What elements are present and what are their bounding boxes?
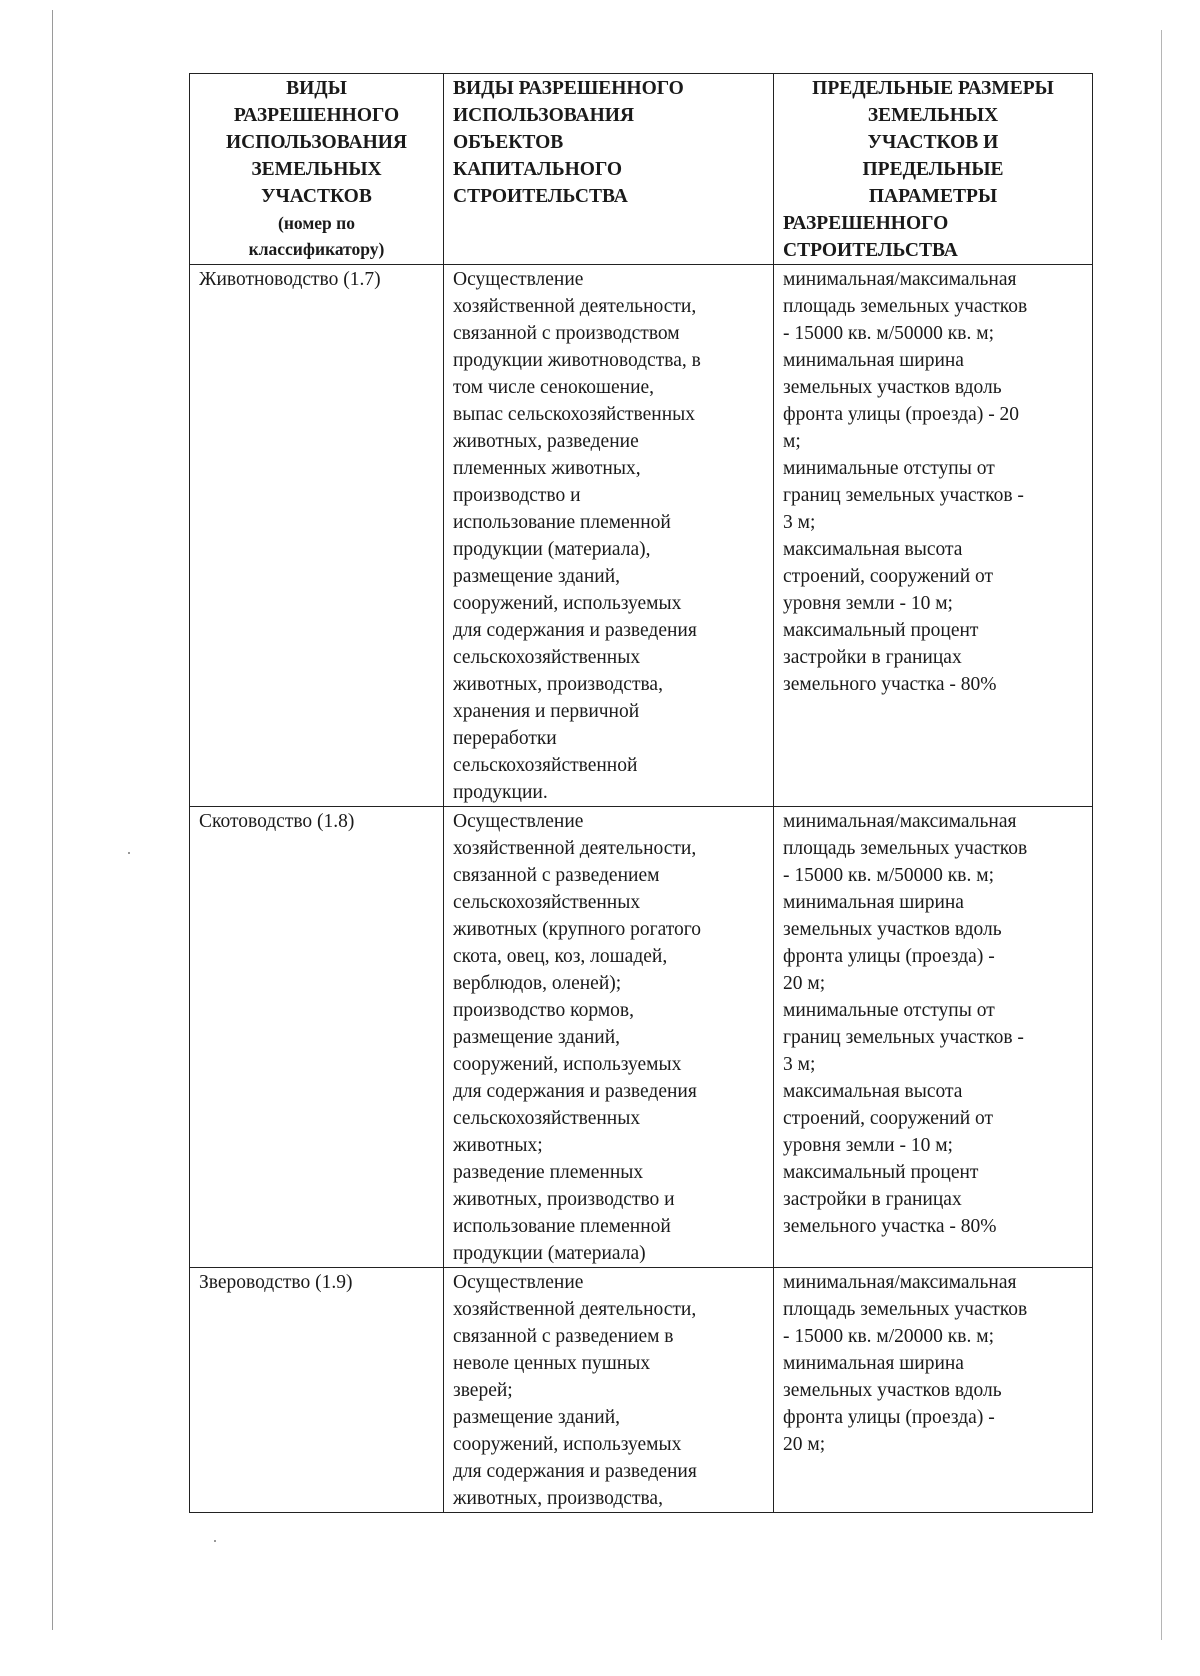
text-line: земельных участков вдоль [783,377,1002,398]
text-line: размещение зданий, [453,1407,621,1428]
text-line: земельных участков вдоль [783,1380,1002,1401]
text-line: минимальная/максимальная [783,1272,1017,1293]
text-line: 20 м; [783,973,826,994]
text-line: границ земельных участков - [783,485,1024,506]
text-line: площадь земельных участков [783,838,1028,859]
capital-objects-cell [444,807,774,1268]
text-line: (номер по [278,213,355,233]
text-line: производство и [453,485,581,506]
text-line: максимальный процент [783,1162,979,1183]
text-line: для содержания и разведения [453,1081,697,1102]
text-line: животных, производства, [453,674,663,695]
text-line: верблюдов, оленей); [453,973,622,994]
header-row [190,74,1093,265]
text-line: для содержания и разведения [453,620,697,641]
text-line: ПАРАМЕТРЫ [868,186,998,207]
text-line: неволе ценных пушных [453,1353,651,1374]
text-line: животных (крупного рогатого [453,919,702,940]
text-line: ИСПОЛЬЗОВАНИЯ [453,105,635,126]
text-line: максимальный процент [783,620,979,641]
text-line: минимальная ширина [783,892,964,913]
text-line: минимальные отступы от [783,458,995,479]
text-line: животных, производства, [453,1488,663,1509]
text-line: - 15000 кв. м/20000 кв. м; [783,1326,994,1347]
text-line: ПРЕДЕЛЬНЫЕ [862,159,1004,180]
text-line: строений, сооружений от [783,566,994,587]
scan-edge-right [1161,30,1162,1640]
text-line: сооружений, используемых [453,1434,682,1455]
text-line: животных; [453,1135,543,1156]
table-row [190,1268,1093,1513]
text-line: максимальная высота [783,539,963,560]
text-line: застройки в границах [783,647,962,668]
text-line: ВИДЫ РАЗРЕШЕННОГО [453,78,684,99]
capital-objects-cell [444,1268,774,1513]
land-use-name: Животноводство (1.7) [199,269,381,290]
text-line: сельскохозяйственных [453,1108,641,1129]
text-line: - 15000 кв. м/50000 кв. м; [783,323,994,344]
text-line: для содержания и разведения [453,1461,697,1482]
text-line: фронта улицы (проезда) - 20 [783,404,1020,425]
text-line: уровня земли - 10 м; [783,1135,953,1156]
text-line: животных, производство и [453,1189,675,1210]
text-line: РАЗРЕШЕННОГО [233,105,400,126]
text-line: хозяйственной деятельности, [453,296,697,317]
text-line: фронта улицы (проезда) - [783,946,995,967]
table-row [190,265,1093,807]
text-line: том числе сенокошение, [453,377,655,398]
text-line: фронта улицы (проезда) - [783,1407,995,1428]
capital-objects-cell [444,265,774,807]
scan-speck [128,852,130,854]
text-line: размещение зданий, [453,1027,621,1048]
text-line: животных, разведение [453,431,639,452]
text-line: земельных участков вдоль [783,919,1002,940]
text-line: связанной с производством [453,323,680,344]
text-line: ОБЪЕКТОВ [453,132,564,153]
text-line: сооружений, используемых [453,1054,682,1075]
text-line: земельного участка - 80% [783,1216,997,1237]
text-line: уровня земли - 10 м; [783,593,953,614]
text-line: продукции животноводства, в [453,350,701,371]
land-use-cell [190,265,444,807]
text-line: ВИДЫ [286,78,347,99]
text-line: племенных животных, [453,458,641,479]
text-line: выпас сельскохозяйственных [453,404,696,425]
table-row [190,807,1093,1268]
text-line: СТРОИТЕЛЬСТВА [453,186,628,207]
text-line: продукции (материала) [453,1243,646,1264]
land-use-cell [190,1268,444,1513]
header-capital-objects [444,74,774,265]
text-line: 3 м; [783,512,816,533]
land-use-name: Звероводство (1.9) [199,1272,353,1293]
text-line: м; [783,431,801,452]
text-line: строений, сооружений от [783,1108,994,1129]
text-line: ЗЕМЕЛЬНЫХ [251,159,382,180]
text-line: УЧАСТКОВ И [867,132,999,153]
land-use-cell [190,807,444,1268]
header-parameters [774,74,1093,265]
text-line: продукции. [453,782,548,803]
text-line: использование племенной [453,512,671,533]
text-line: минимальная ширина [783,350,964,371]
text-line: хозяйственной деятельности, [453,838,697,859]
text-line: застройки в границах [783,1189,962,1210]
scan-edge-left [52,10,53,1630]
header-land-use [190,74,444,265]
text-line: хозяйственной деятельности, [453,1299,697,1320]
text-line: ИСПОЛЬЗОВАНИЯ [225,132,408,153]
text-line: 3 м; [783,1054,816,1075]
text-line: продукции (материала), [453,539,651,560]
parameters-cell [774,1268,1093,1513]
text-line: скота, овец, коз, лошадей, [453,946,668,967]
text-line: переработки [453,728,557,749]
text-line: минимальная/максимальная [783,269,1017,290]
text-line: связанной с разведением в [453,1326,674,1347]
text-line: ПРЕДЕЛЬНЫЕ РАЗМЕРЫ [812,78,1054,99]
land-use-name: Скотоводство (1.8) [199,811,355,832]
land-use-table [189,73,1093,1513]
text-line: минимальная/максимальная [783,811,1017,832]
text-line: 20 м; [783,1434,826,1455]
text-line: КАПИТАЛЬНОГО [453,159,623,180]
text-line: использование племенной [453,1216,671,1237]
text-line: хранения и первичной [453,701,640,722]
text-line: - 15000 кв. м/50000 кв. м; [783,865,994,886]
text-line: размещение зданий, [453,566,621,587]
text-line: Осуществление [453,1272,584,1293]
text-line: сельскохозяйственных [453,647,641,668]
text-line: УЧАСТКОВ [261,186,372,207]
text-line: ЗЕМЕЛЬНЫХ [867,105,999,126]
text-line: минимальная ширина [783,1353,964,1374]
text-line: РАЗРЕШЕННОГО [783,213,949,234]
text-line: связанной с разведением [453,865,660,886]
text-line: производство кормов, [453,1000,634,1021]
text-line: минимальные отступы от [783,1000,995,1021]
text-line: классификатору) [248,239,385,259]
text-line: максимальная высота [783,1081,963,1102]
scan-speck [214,1540,216,1542]
parameters-cell [774,807,1093,1268]
text-line: земельного участка - 80% [783,674,997,695]
text-line: границ земельных участков - [783,1027,1024,1048]
text-line: сооружений, используемых [453,593,682,614]
parameters-cell [774,265,1093,807]
text-line: площадь земельных участков [783,1299,1028,1320]
text-line: разведение племенных [453,1162,644,1183]
text-line: СТРОИТЕЛЬСТВА [783,240,958,261]
text-line: Осуществление [453,269,584,290]
text-line: зверей; [453,1380,513,1401]
text-line: сельскохозяйственной [453,755,638,776]
text-line: площадь земельных участков [783,296,1028,317]
text-line: сельскохозяйственных [453,892,641,913]
text-line: Осуществление [453,811,584,832]
